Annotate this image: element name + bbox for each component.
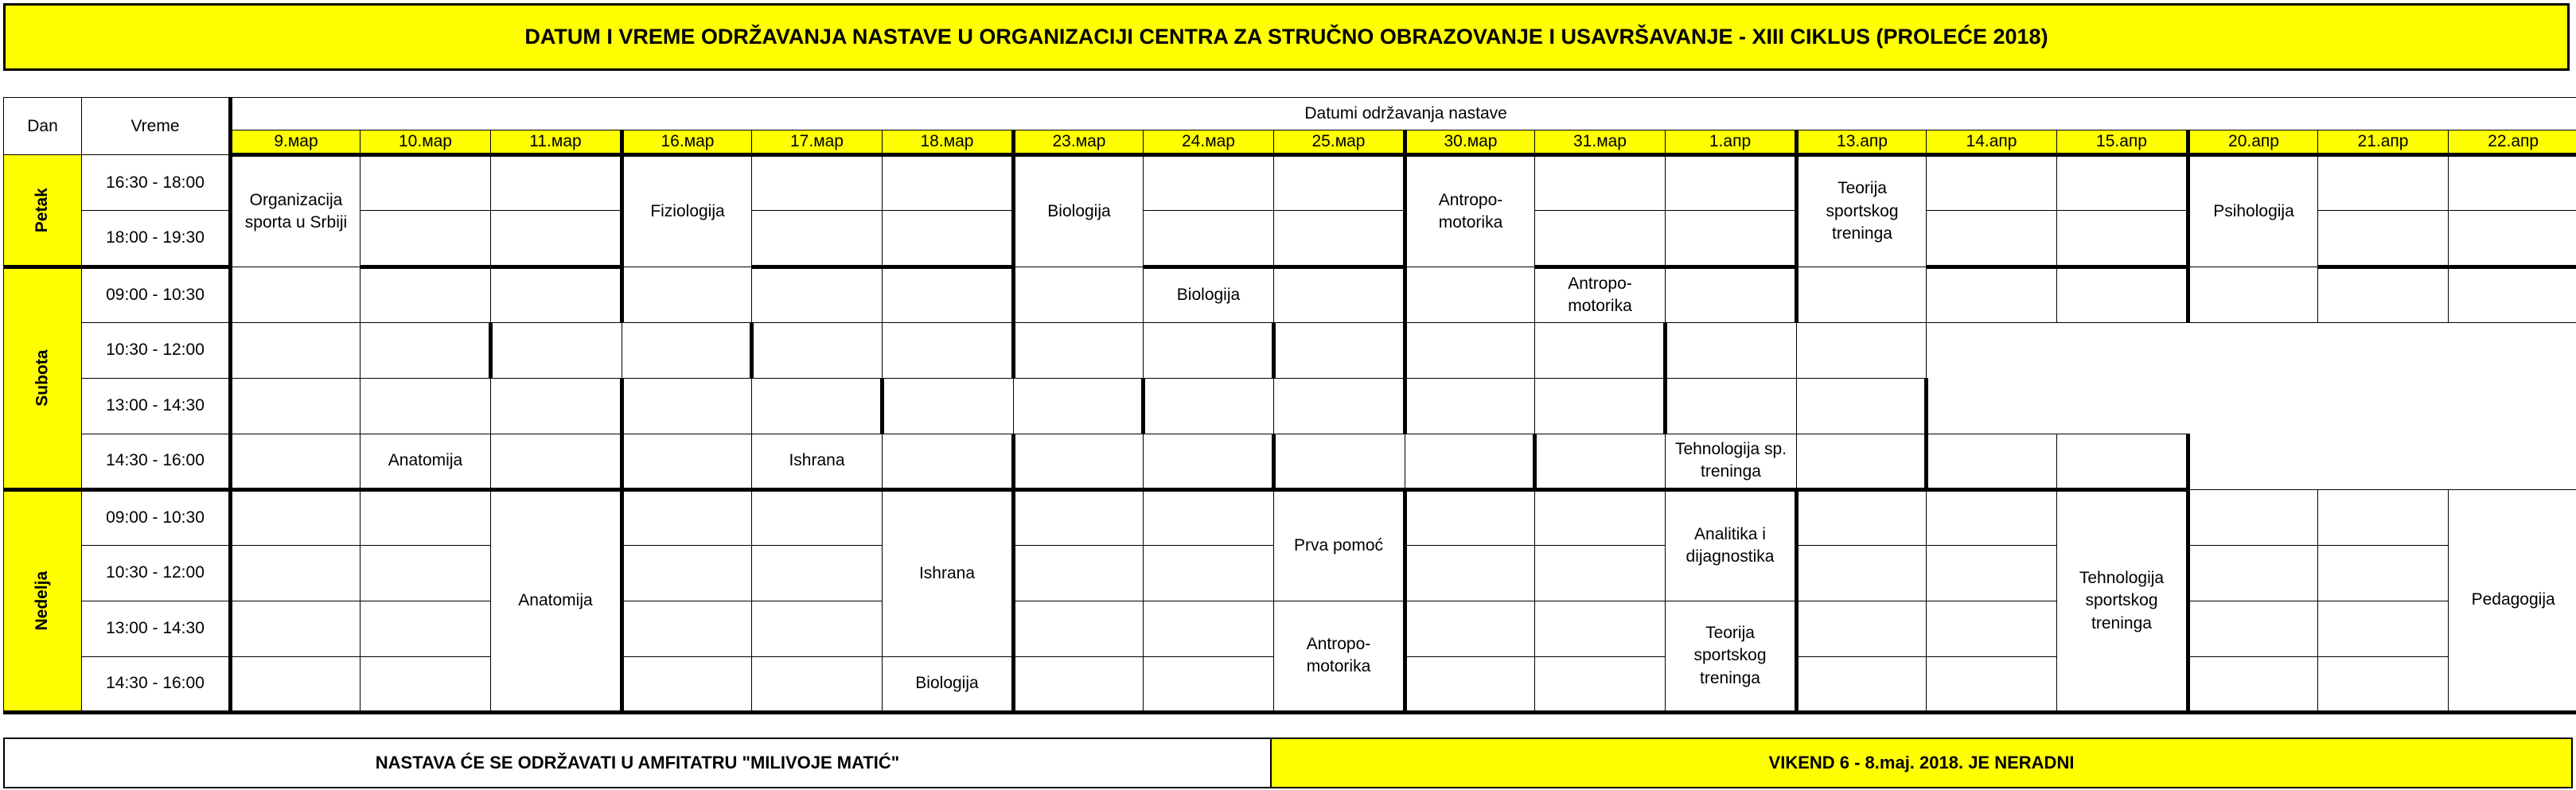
empty-cell [2318, 267, 2449, 322]
empty-cell [1535, 378, 1666, 434]
empty-cell [1274, 211, 1405, 267]
empty-cell [2188, 656, 2318, 712]
class-cell: Analitika i dijagnostika [1666, 489, 1797, 601]
empty-cell [1535, 489, 1666, 545]
day-label-subota: Subota [4, 267, 82, 489]
empty-cell [1797, 378, 1927, 434]
empty-cell [2188, 267, 2318, 322]
empty-cell [1797, 545, 1927, 601]
empty-cell [2188, 601, 2318, 656]
day-label-petak: Petak [4, 155, 82, 267]
date-label: 1.апр [1666, 130, 1797, 155]
class-cell: Teorija sportskog treninga [1666, 601, 1797, 712]
empty-cell [2318, 155, 2449, 211]
empty-cell [231, 378, 360, 434]
class-cell: Prva pomoć [1274, 489, 1405, 601]
empty-cell [1014, 378, 1144, 434]
class-cell: Psihologija [2188, 155, 2318, 267]
empty-cell [1535, 322, 1666, 378]
empty-cell [231, 322, 360, 378]
empty-cell [752, 489, 883, 545]
empty-cell [752, 322, 883, 378]
date-label: 10.мар [360, 130, 491, 155]
empty-cell [360, 378, 491, 434]
schedule-table [3, 97, 2576, 714]
date-label: 18.мар [883, 130, 1014, 155]
empty-cell [1666, 155, 1797, 211]
time-slot: 09:00 - 10:30 [82, 489, 231, 545]
empty-cell [360, 545, 491, 601]
time-slot: 14:30 - 16:00 [82, 656, 231, 712]
empty-cell [883, 155, 1014, 211]
date-label: 23.мар [1014, 130, 1144, 155]
empty-cell [1144, 489, 1274, 545]
empty-cell [1014, 656, 1144, 712]
empty-cell [752, 601, 883, 656]
class-cell: Organizacija sporta u Srbiji [231, 155, 360, 267]
empty-cell [1927, 601, 2057, 656]
empty-cell [1274, 267, 1405, 322]
empty-cell [1797, 322, 1927, 378]
empty-cell [360, 155, 491, 211]
empty-cell [1144, 601, 1274, 656]
empty-cell [2188, 489, 2318, 545]
empty-cell [1014, 601, 1144, 656]
empty-cell [752, 545, 883, 601]
page-title: DATUM I VREME ODRŽAVANJA NASTAVE U ORGANIZACIJI CENTRA ZA STRUČNO OBRAZOVANJE I USAVRŠAVANJE - XIII CIKLUS (PROLEĆE 2018) [3, 3, 2570, 71]
class-cell: Biologija [883, 656, 1014, 712]
empty-cell [1144, 545, 1274, 601]
empty-cell [1927, 155, 2057, 211]
empty-cell [2449, 267, 2576, 322]
class-cell: Antropo-motorika [1535, 267, 1666, 322]
time-slot: 14:30 - 16:00 [82, 434, 231, 489]
empty-cell [1144, 434, 1274, 489]
empty-cell [1144, 656, 1274, 712]
empty-cell [1014, 434, 1144, 489]
empty-cell [1797, 601, 1927, 656]
empty-cell [491, 211, 622, 267]
time-slot: 13:00 - 14:30 [82, 601, 231, 656]
class-cell: Antropo-motorika [1274, 601, 1405, 712]
empty-cell [2057, 434, 2188, 489]
empty-cell [752, 211, 883, 267]
empty-cell [883, 434, 1014, 489]
time-slot: 09:00 - 10:30 [82, 267, 231, 322]
date-label: 15.апр [2057, 130, 2188, 155]
empty-cell [1535, 601, 1666, 656]
class-cell: Biologija [1014, 155, 1144, 267]
class-cell: Tehnologija sportskog treninga [2057, 489, 2188, 712]
empty-cell [1405, 378, 1535, 434]
empty-cell [2318, 656, 2449, 712]
date-label: 31.мар [1535, 130, 1666, 155]
date-label: 11.мар [491, 130, 622, 155]
date-label: 22.апр [2449, 130, 2576, 155]
class-cell: Ishrana [883, 489, 1014, 656]
empty-cell [360, 489, 491, 545]
empty-cell [2318, 211, 2449, 267]
date-label: 20.апр [2188, 130, 2318, 155]
date-label: 13.апр [1797, 130, 1927, 155]
empty-cell [622, 434, 752, 489]
empty-cell [1797, 434, 1927, 489]
empty-cell [622, 322, 752, 378]
empty-cell [491, 434, 622, 489]
empty-cell [1535, 434, 1666, 489]
empty-cell [231, 434, 360, 489]
empty-cell [491, 322, 622, 378]
date-label: 16.мар [622, 130, 752, 155]
date-label: 14.апр [1927, 130, 2057, 155]
empty-cell [752, 378, 883, 434]
class-cell: Fiziologija [622, 155, 752, 267]
empty-cell [1666, 378, 1797, 434]
empty-cell [1144, 155, 1274, 211]
empty-cell [231, 489, 360, 545]
empty-cell [1797, 489, 1927, 545]
empty-cell [1666, 211, 1797, 267]
empty-cell [231, 267, 360, 322]
empty-cell [1014, 545, 1144, 601]
empty-cell [231, 601, 360, 656]
empty-cell [1535, 155, 1666, 211]
class-cell: Ishrana [752, 434, 883, 489]
empty-cell [1405, 434, 1535, 489]
empty-cell [1014, 267, 1144, 322]
empty-cell [491, 155, 622, 211]
footer-holiday-note: VIKEND 6 - 8.maj. 2018. JE NERADNI [1270, 737, 2573, 788]
empty-cell [1405, 656, 1535, 712]
empty-cell [883, 322, 1014, 378]
empty-cell [1405, 545, 1535, 601]
date-label: 24.мар [1144, 130, 1274, 155]
header-vreme: Vreme [82, 98, 231, 155]
empty-cell [1274, 434, 1405, 489]
empty-cell [752, 155, 883, 211]
date-label: 25.мар [1274, 130, 1405, 155]
empty-cell [360, 211, 491, 267]
empty-cell [622, 267, 752, 322]
empty-cell [1274, 378, 1405, 434]
empty-cell [2057, 155, 2188, 211]
class-cell: Antropo-motorika [1405, 155, 1535, 267]
empty-cell [231, 545, 360, 601]
time-slot: 10:30 - 12:00 [82, 545, 231, 601]
time-slot: 16:30 - 18:00 [82, 155, 231, 211]
empty-cell [360, 267, 491, 322]
empty-cell [1797, 656, 1927, 712]
footer-venue-note: NASTAVA ĆE SE ODRŽAVATI U AMFITATRU "MILIVOJE MATIĆ" [3, 737, 1272, 788]
empty-cell [1274, 155, 1405, 211]
empty-cell [883, 378, 1014, 434]
class-cell: Anatomija [491, 489, 622, 712]
date-label: 9.мар [231, 130, 360, 155]
empty-cell [1535, 545, 1666, 601]
empty-cell [360, 601, 491, 656]
date-label: 21.апр [2318, 130, 2449, 155]
class-cell: Tehnologija sp. treninga [1666, 434, 1797, 489]
empty-cell [1927, 211, 2057, 267]
empty-cell [2188, 545, 2318, 601]
empty-cell [752, 267, 883, 322]
empty-cell [2449, 211, 2576, 267]
date-label: 30.мар [1405, 130, 1535, 155]
time-slot: 10:30 - 12:00 [82, 322, 231, 378]
empty-cell [360, 656, 491, 712]
empty-cell [883, 267, 1014, 322]
empty-cell [1014, 322, 1144, 378]
class-cell: Pedagogija [2449, 489, 2576, 712]
empty-cell [491, 378, 622, 434]
time-slot: 18:00 - 19:30 [82, 211, 231, 267]
empty-cell [1666, 267, 1797, 322]
empty-cell [2449, 155, 2576, 211]
empty-cell [1144, 322, 1274, 378]
header-dan: Dan [4, 98, 82, 155]
empty-cell [1014, 489, 1144, 545]
empty-cell [360, 322, 491, 378]
empty-cell [1405, 489, 1535, 545]
empty-cell [1535, 211, 1666, 267]
empty-cell [622, 601, 752, 656]
empty-cell [752, 656, 883, 712]
date-label: 17.мар [752, 130, 883, 155]
empty-cell [1666, 322, 1797, 378]
empty-cell [1797, 267, 1927, 322]
empty-cell [491, 267, 622, 322]
empty-cell [1144, 211, 1274, 267]
class-cell: Biologija [1144, 267, 1274, 322]
empty-cell [1405, 322, 1535, 378]
empty-cell [883, 211, 1014, 267]
empty-cell [2057, 211, 2188, 267]
time-slot: 13:00 - 14:30 [82, 378, 231, 434]
empty-cell [1144, 378, 1274, 434]
empty-cell [231, 656, 360, 712]
empty-cell [622, 489, 752, 545]
empty-cell [1535, 656, 1666, 712]
empty-cell [2318, 545, 2449, 601]
empty-cell [622, 545, 752, 601]
class-cell: Teorija sportskog treninga [1797, 155, 1927, 267]
empty-cell [2318, 489, 2449, 545]
empty-cell [622, 378, 752, 434]
empty-cell [1927, 656, 2057, 712]
empty-cell [1927, 434, 2057, 489]
empty-cell [2057, 267, 2188, 322]
class-cell: Anatomija [360, 434, 491, 489]
day-label-nedelja: Nedelja [4, 489, 82, 712]
header-dates-caption: Datumi održavanja nastave [231, 98, 2576, 130]
empty-cell [1405, 267, 1535, 322]
empty-cell [1927, 489, 2057, 545]
empty-cell [1274, 322, 1405, 378]
empty-cell [2318, 601, 2449, 656]
empty-cell [1927, 267, 2057, 322]
empty-cell [622, 656, 752, 712]
empty-cell [1405, 601, 1535, 656]
empty-cell [1927, 545, 2057, 601]
